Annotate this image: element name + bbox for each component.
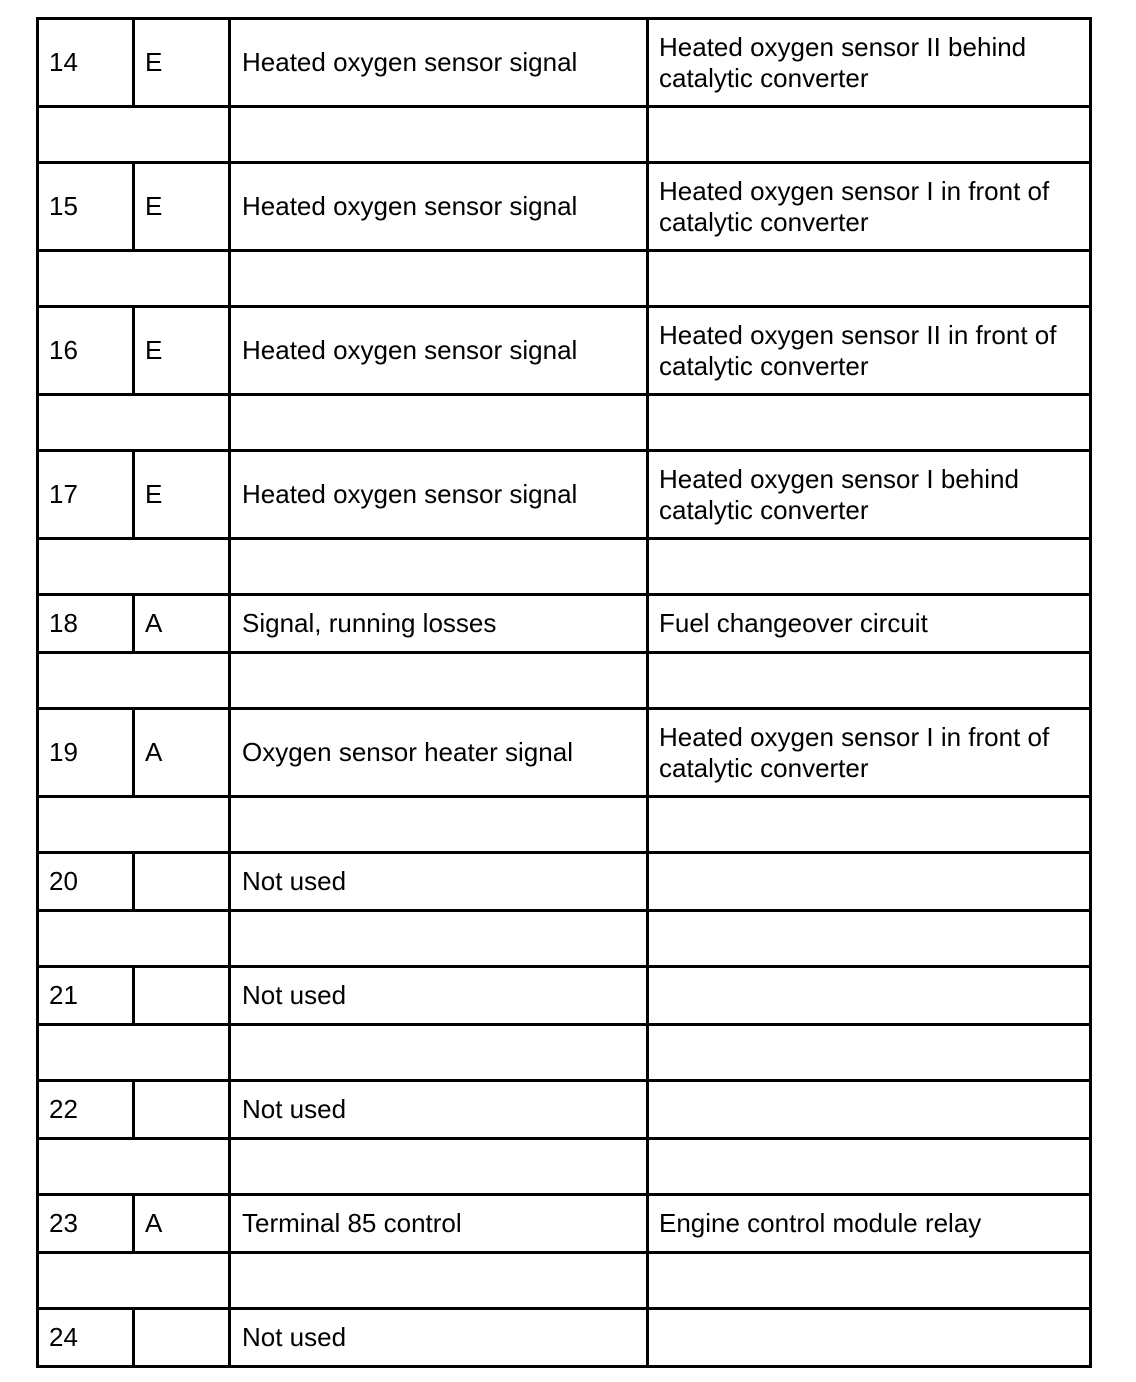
spacer-row (38, 1253, 1091, 1309)
component-cell (648, 1309, 1091, 1367)
spacer-cell (648, 1253, 1091, 1309)
component-cell: Heated oxygen sensor I behind catalytic converter (648, 451, 1091, 539)
description-cell: Not used (230, 853, 648, 911)
description-cell: Terminal 85 control (230, 1195, 648, 1253)
spacer-cell (648, 107, 1091, 163)
component-cell (648, 967, 1091, 1025)
table-row (38, 967, 1091, 1025)
spacer-cell (230, 911, 648, 967)
description-cell: Not used (230, 1309, 648, 1367)
spacer-cell (230, 1025, 648, 1081)
spacer-cell (38, 251, 230, 307)
description-cell: Oxygen sensor heater signal (230, 709, 648, 797)
spacer-cell (230, 395, 648, 451)
spacer-cell (230, 107, 648, 163)
description-cell: Signal, running losses (230, 595, 648, 653)
signal-type-cell (134, 853, 230, 911)
pin-number-cell: 20 (38, 853, 134, 911)
spacer-cell (38, 797, 230, 853)
spacer-cell (230, 797, 648, 853)
spacer-row (38, 251, 1091, 307)
spacer-cell (230, 653, 648, 709)
spacer-cell (230, 251, 648, 307)
table-row (38, 853, 1091, 911)
pin-number-cell: 24 (38, 1309, 134, 1367)
component-cell: Heated oxygen sensor II in front of catalytic converter (648, 307, 1091, 395)
description-cell: Not used (230, 967, 648, 1025)
spacer-cell (230, 1139, 648, 1195)
signal-type-cell (134, 1081, 230, 1139)
spacer-cell (648, 911, 1091, 967)
description-cell: Heated oxygen sensor signal (230, 451, 648, 539)
signal-type-cell: A (134, 709, 230, 797)
signal-type-cell: E (134, 307, 230, 395)
component-cell: Engine control module relay (648, 1195, 1091, 1253)
pin-assignment-table (36, 17, 1092, 1368)
pin-number-cell: 21 (38, 967, 134, 1025)
component-cell (648, 1081, 1091, 1139)
description-cell: Not used (230, 1081, 648, 1139)
pin-number-cell: 16 (38, 307, 134, 395)
component-cell: Heated oxygen sensor II behind catalytic converter (648, 19, 1091, 107)
spacer-cell (38, 653, 230, 709)
pin-number-cell: 22 (38, 1081, 134, 1139)
table-row (38, 19, 1091, 107)
spacer-row (38, 107, 1091, 163)
spacer-row (38, 797, 1091, 853)
signal-type-cell (134, 967, 230, 1025)
signal-type-cell: A (134, 595, 230, 653)
description-cell: Heated oxygen sensor signal (230, 19, 648, 107)
spacer-row (38, 1139, 1091, 1195)
table-row (38, 1195, 1091, 1253)
spacer-cell (648, 395, 1091, 451)
signal-type-cell: E (134, 163, 230, 251)
component-cell: Heated oxygen sensor I in front of catalytic converter (648, 709, 1091, 797)
spacer-cell (38, 107, 230, 163)
pin-table-body (38, 19, 1091, 1367)
spacer-cell (230, 539, 648, 595)
pin-number-cell: 14 (38, 19, 134, 107)
component-cell: Fuel changeover circuit (648, 595, 1091, 653)
spacer-row (38, 539, 1091, 595)
component-cell: Heated oxygen sensor I in front of catalytic converter (648, 163, 1091, 251)
spacer-cell (648, 653, 1091, 709)
pin-number-cell: 15 (38, 163, 134, 251)
spacer-cell (38, 911, 230, 967)
spacer-row (38, 911, 1091, 967)
signal-type-cell (134, 1309, 230, 1367)
signal-type-cell: A (134, 1195, 230, 1253)
pin-number-cell: 23 (38, 1195, 134, 1253)
table-row (38, 307, 1091, 395)
table-row (38, 163, 1091, 251)
pin-number-cell: 18 (38, 595, 134, 653)
spacer-cell (648, 1025, 1091, 1081)
table-row (38, 709, 1091, 797)
table-row (38, 1081, 1091, 1139)
spacer-cell (38, 539, 230, 595)
signal-type-cell: E (134, 451, 230, 539)
table-row (38, 595, 1091, 653)
spacer-row (38, 653, 1091, 709)
spacer-cell (38, 1253, 230, 1309)
spacer-row (38, 1025, 1091, 1081)
spacer-cell (38, 1025, 230, 1081)
spacer-cell (648, 797, 1091, 853)
pin-number-cell: 19 (38, 709, 134, 797)
component-cell (648, 853, 1091, 911)
description-cell: Heated oxygen sensor signal (230, 163, 648, 251)
signal-type-cell: E (134, 19, 230, 107)
spacer-cell (230, 1253, 648, 1309)
table-row (38, 1309, 1091, 1367)
description-cell: Heated oxygen sensor signal (230, 307, 648, 395)
spacer-cell (648, 1139, 1091, 1195)
spacer-cell (38, 395, 230, 451)
spacer-cell (38, 1139, 230, 1195)
spacer-cell (648, 539, 1091, 595)
spacer-cell (648, 251, 1091, 307)
pin-number-cell: 17 (38, 451, 134, 539)
spacer-row (38, 395, 1091, 451)
table-row (38, 451, 1091, 539)
